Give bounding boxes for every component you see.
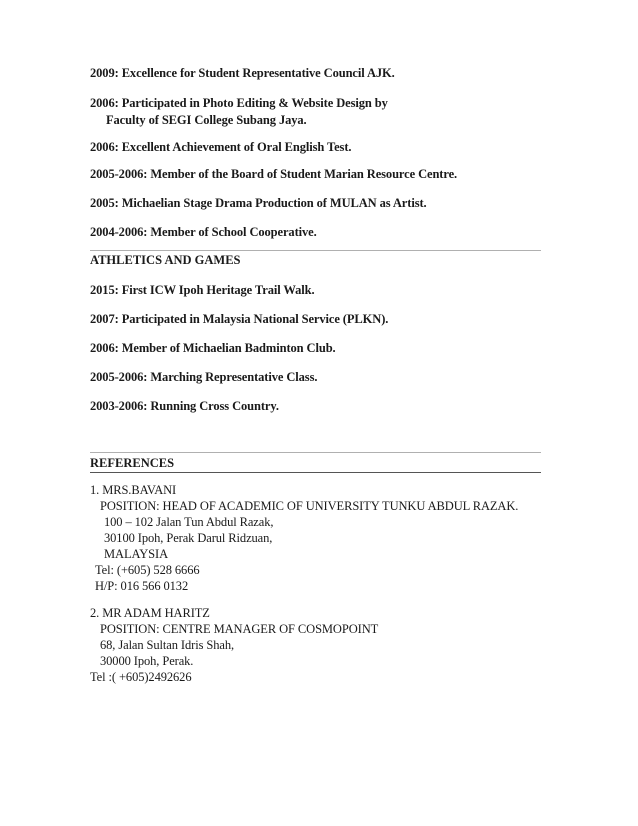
section-divider: [90, 452, 541, 453]
athletics-item: 2007: Participated in Malaysia National Service (PLKN).: [90, 312, 389, 326]
athletics-heading: ATHLETICS AND GAMES: [90, 253, 241, 267]
section-divider: [90, 250, 541, 251]
achievement-item: 2005-2006: Member of the Board of Student Marian Resource Centre.: [90, 167, 458, 181]
reference-1-hp: H/P: 016 566 0132: [95, 579, 189, 593]
achievement-item: 2006: Participated in Photo Editing & Website Design by: [90, 96, 388, 110]
achievement-item: 2009: Excellence for Student Representative Council AJK.: [90, 66, 395, 80]
reference-1-address-line: 30100 Ipoh, Perak Darul Ridzuan,: [104, 531, 273, 545]
athletics-item: 2015: First ICW Ipoh Heritage Trail Walk.: [90, 283, 315, 297]
reference-1-name: 1. MRS.BAVANI: [90, 483, 177, 497]
athletics-item: 2006: Member of Michaelian Badminton Club.: [90, 341, 336, 355]
reference-2-address-line: 68, Jalan Sultan Idris Shah,: [100, 638, 234, 652]
athletics-item: 2005-2006: Marching Representative Class.: [90, 370, 318, 384]
athletics-item: 2003-2006: Running Cross Country.: [90, 399, 279, 413]
reference-2-name: 2. MR ADAM HARITZ: [90, 606, 210, 620]
reference-2-tel: Tel :( +605)2492626: [90, 670, 192, 684]
reference-1-tel: Tel: (+605) 528 6666: [95, 563, 200, 577]
references-heading: REFERENCES: [90, 456, 175, 470]
achievement-item: 2006: Excellent Achievement of Oral English Test.: [90, 140, 352, 154]
achievement-item: 2005: Michaelian Stage Drama Production of MULAN as Artist.: [90, 196, 427, 210]
references-underline: [90, 472, 541, 473]
reference-2-address-line: 30000 Ipoh, Perak.: [100, 654, 194, 668]
reference-2-position: POSITION: CENTRE MANAGER OF COSMOPOINT: [100, 622, 379, 636]
reference-1-address-line: MALAYSIA: [104, 547, 169, 561]
achievement-item: 2004-2006: Member of School Cooperative.: [90, 225, 317, 239]
achievement-item-continued: Faculty of SEGI College Subang Jaya.: [106, 113, 307, 127]
reference-1-position: POSITION: HEAD OF ACADEMIC OF UNIVERSITY TUNKU ABDUL RAZAK.: [100, 499, 519, 513]
reference-1-address-line: 100 – 102 Jalan Tun Abdul Razak,: [104, 515, 274, 529]
